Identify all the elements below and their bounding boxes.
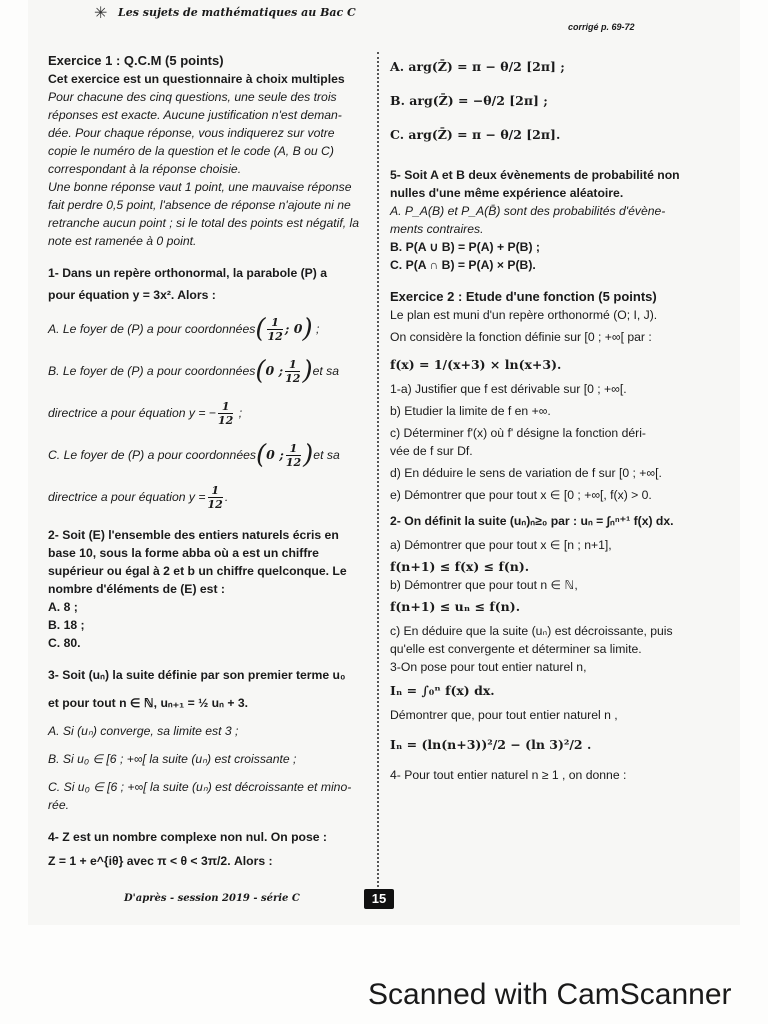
q1-option-a: A. Le foyer de (P) a pour coordonnées ( $\frac{1}{12}$ ; 0 ) ;: [48, 314, 320, 344]
instruction-line: fait perdre 0,5 point, l'absence de réponse n'ajoute ni ne: [48, 198, 351, 212]
q3-intro: 3- Soit (uₙ) la suite définie par son premier terme u₀: [48, 668, 346, 682]
q2-option-b: B. 18 ;: [48, 618, 85, 632]
correction-ref: corrigé p. 69-72: [568, 22, 635, 32]
ex2-q2a: a) Démontrer que pour tout x ∈ [n ; n+1],: [390, 538, 612, 552]
ex2-q3-result: Iₙ = (ln(n+3))²/2 − (ln 3)²/2 .: [390, 737, 592, 752]
instruction-line: copie le numéro de la question et le code (A, B ou C): [48, 144, 334, 158]
ex2-q1c: c) Déterminer f'(x) où f' désigne la fonction déri-: [390, 426, 646, 440]
q2-option-c: C. 80.: [48, 636, 81, 650]
ex2-q2b: b) Démontrer que pour tout n ∈ ℕ,: [390, 578, 578, 592]
ex2-q2b-eq: f(n+1) ≤ uₙ ≤ f(n).: [390, 599, 521, 614]
q5-option-a: A. P_A(B) et P_A(B̄) sont des probabilités d'évène-: [390, 204, 666, 218]
ex2-line-2: On considère la fonction définie sur [0 ; +∞[ par :: [390, 330, 652, 344]
q4-option-a: A. arg(Z̄) = π − θ/2 [2π] ;: [390, 59, 565, 74]
ex2-q3-eq: Iₙ = ∫₀ⁿ f(x) dx.: [390, 683, 495, 698]
ex2-q3: 3-On pose pour tout entier naturel n,: [390, 660, 587, 674]
ex2-q1c-cont: vée de f sur Df.: [390, 444, 473, 458]
exercise-2-title: Exercice 2 : Etude d'une fonction (5 points): [390, 289, 657, 304]
q4-line-2: Z = 1 + e^{iθ} avec π < θ < 3π/2. Alors :: [48, 854, 273, 868]
fraction: $\frac{1}{12}$: [207, 483, 223, 511]
q1-option-c-directrix: directrice a pour équation y = $\frac{1}{12}$ .: [48, 483, 229, 511]
q3-option-a: A. Si (uₙ) converge, sa limite est 3 ;: [48, 724, 239, 738]
ex2-q1d: d) En déduire le sens de variation de f sur [0 ; +∞[.: [390, 466, 662, 480]
instruction-line: correspondant à la réponse choisie.: [48, 162, 242, 176]
ex2-q1e: e) Démontrer que pour tout x ∈ [0 ; +∞[, f(x) > 0.: [390, 488, 652, 502]
session-footer: D'après - session 2019 - série C: [124, 893, 300, 904]
q5-option-a-cont: ments contraires.: [390, 222, 484, 236]
star-burst-icon: ✳: [94, 5, 108, 22]
instruction-line: réponses est exacte. Aucune justification n'est deman-: [48, 108, 342, 122]
q1-intro: 1- Dans un repère orthonormal, la parabole (P) a: [48, 266, 328, 280]
fraction: $\frac{1}{12}$: [267, 315, 283, 343]
exercise-1-title: Exercice 1 : Q.C.M (5 points): [48, 53, 224, 68]
instruction-line: retranche aucun point ; si le total des points est négatif, la: [48, 216, 359, 230]
q2-option-a: A. 8 ;: [48, 600, 78, 614]
q5-option-c: C. P(A ∩ B) = P(A) × P(B).: [390, 258, 536, 272]
q3-option-b: B. Si u₀ ∈ [6 ; +∞[ la suite (uₙ) est croissante ;: [48, 752, 297, 766]
q3-option-c: C. Si u₀ ∈ [6 ; +∞[ la suite (uₙ) est décroissante et mino-: [48, 780, 352, 794]
q1-equation: pour équation y = 3x². Alors :: [48, 288, 216, 302]
ex2-q2a-eq: f(n+1) ≤ f(x) ≤ f(n).: [390, 559, 530, 574]
ex2-q1a: 1-a) Justifier que f est dérivable sur [0 ; +∞[.: [390, 382, 627, 396]
q2-text: 2- Soit (E) l'ensemble des entiers naturels écris en base 10, sous la forme abba où a est un chiffre supérieur ou égal à 2 et b un chiffre quelconque. Le nombre d'éléments de (E) est :: [48, 528, 347, 596]
column-divider: [377, 52, 379, 907]
q1-option-c: C. Le foyer de (P) a pour coordonnées ( 0 ; $\frac{1}{12}$ ) et sa: [48, 440, 340, 470]
fraction: $\frac{1}{12}$: [218, 399, 234, 427]
ex2-line-1: Le plan est muni d'un repère orthonormé (O; I, J).: [390, 308, 658, 322]
exercise-1-instructions: [48, 88, 366, 250]
q1-option-b: B. Le foyer de (P) a pour coordonnées ( 0 ; $\frac{1}{12}$ ) et sa: [48, 356, 340, 386]
ex2-q1b: b) Etudier la limite de f en +∞.: [390, 404, 551, 418]
book-title: Les sujets de mathématiques au Bac C: [118, 6, 356, 19]
page-number: 15: [364, 889, 394, 909]
q1-option-b-directrix: directrice a pour équation y = − $\frac{1}{12}$ ;: [48, 399, 243, 427]
q5-line-1: 5- Soit A et B deux évènements de probabilité non: [390, 168, 680, 182]
right-column: [390, 52, 720, 784]
fraction: $\frac{1}{12}$: [285, 357, 301, 385]
exercise-1-subtitle: Cet exercice est un questionnaire à choix multiples: [48, 72, 345, 86]
q3-recurrence: et pour tout n ∈ ℕ, uₙ₊₁ = ½ uₙ + 3.: [48, 696, 249, 710]
q3-option-c-cont: rée.: [48, 798, 70, 812]
ex2-q4: 4- Pour tout entier naturel n ≥ 1 , on donne :: [390, 768, 627, 782]
q5-option-b: B. P(A ∪ B) = P(A) + P(B) ;: [390, 240, 540, 254]
ex2-q2c: c) En déduire que la suite (uₙ) est décroissante, puis: [390, 624, 673, 638]
instruction-line: Une bonne réponse vaut 1 point, une mauvaise réponse: [48, 180, 352, 194]
ex2-q2: 2- On définit la suite (uₙ)ₙ≥₀ par : uₙ = ∫ₙⁿ⁺¹ f(x) dx.: [390, 514, 674, 528]
ex2-q2c-cont: qu'elle est convergente et déterminer sa limite.: [390, 642, 642, 656]
left-column: [48, 52, 366, 870]
instruction-line: dée. Pour chaque réponse, vous indiquerez sur votre: [48, 126, 335, 140]
instruction-line: Pour chacune des cinq questions, une seule des trois: [48, 90, 337, 104]
ex2-function-def: f(x) = 1/(x+3) × ln(x+3).: [390, 357, 562, 372]
instruction-line: note est ramenée à 0 point.: [48, 234, 197, 248]
fraction: $\frac{1}{12}$: [285, 441, 302, 469]
ex2-q3b: Démontrer que, pour tout entier naturel n ,: [390, 708, 618, 722]
q1-a-text: A. Le foyer de (P) a pour coordonnées: [48, 322, 256, 336]
q4-option-c: C. arg(Z̄) = π − θ/2 [2π].: [390, 127, 561, 142]
q4-option-b: B. arg(Z̄) = −θ/2 [2π] ;: [390, 93, 548, 108]
camscanner-watermark: Scanned with CamScanner: [368, 978, 732, 1011]
q4-line-1: 4- Z est un nombre complexe non nul. On pose :: [48, 830, 327, 844]
q5-line-2: nulles d'une même expérience aléatoire.: [390, 186, 624, 200]
